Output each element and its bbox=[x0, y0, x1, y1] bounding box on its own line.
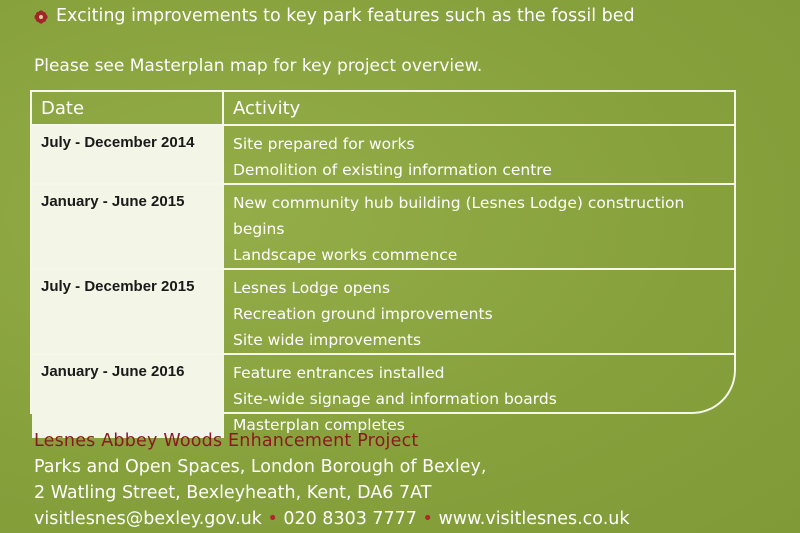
table-row bbox=[32, 184, 734, 269]
contact-footer bbox=[34, 428, 630, 532]
activity-item: Site-wide signage and information boards bbox=[233, 390, 557, 408]
activity-item: Recreation ground improvements bbox=[233, 305, 493, 323]
activity-cell bbox=[223, 354, 734, 438]
header-activity: Activity bbox=[223, 92, 734, 125]
activity-item: Feature entrances installed bbox=[233, 364, 445, 382]
activity-item: Lesnes Lodge opens bbox=[233, 279, 391, 297]
separator-dot: • bbox=[422, 509, 433, 529]
website-link[interactable]: www.visitlesnes.co.uk bbox=[438, 509, 630, 529]
activity-item: Landscape works commence bbox=[233, 246, 458, 264]
contact-line bbox=[34, 506, 630, 532]
date-cell: July - December 2014 bbox=[32, 125, 223, 184]
activity-cell bbox=[223, 125, 734, 184]
intro-text: Please see Masterplan map for key project overview. bbox=[34, 56, 483, 76]
table-row bbox=[32, 269, 734, 354]
activity-item: Site wide improvements bbox=[233, 331, 422, 349]
date-cell: July - December 2015 bbox=[32, 269, 223, 354]
separator-dot: • bbox=[267, 509, 278, 529]
address-line-1: Parks and Open Spaces, London Borough of Bexley, bbox=[34, 457, 487, 477]
table-row bbox=[32, 125, 734, 184]
activity-item: Demolition of existing information centre bbox=[233, 161, 552, 179]
activity-item: New community hub building (Lesnes Lodge) construction begins bbox=[233, 194, 685, 238]
table-header-row bbox=[32, 92, 734, 125]
schedule-table bbox=[30, 90, 736, 434]
activity-item: Masterplan completes bbox=[233, 416, 405, 434]
table-row bbox=[32, 354, 734, 438]
date-cell: January - June 2015 bbox=[32, 184, 223, 269]
address-line-2: 2 Watling Street, Bexleyheath, Kent, DA6 7AT bbox=[34, 483, 432, 503]
project-title: Lesnes Abbey Woods Enhancement Project bbox=[34, 431, 419, 451]
flower-icon bbox=[34, 9, 48, 23]
bullet-text: Exciting improvements to key park features such as the fossil bed bbox=[56, 6, 635, 26]
bullet-item bbox=[34, 6, 635, 26]
email-link[interactable]: visitlesnes@bexley.gov.uk bbox=[34, 509, 262, 529]
header-date: Date bbox=[32, 92, 223, 125]
activity-item: Site prepared for works bbox=[233, 135, 415, 153]
activity-cell bbox=[223, 269, 734, 354]
phone-number[interactable]: 020 8303 7777 bbox=[283, 509, 417, 529]
activity-cell bbox=[223, 184, 734, 269]
date-cell: January - June 2016 bbox=[32, 354, 223, 438]
